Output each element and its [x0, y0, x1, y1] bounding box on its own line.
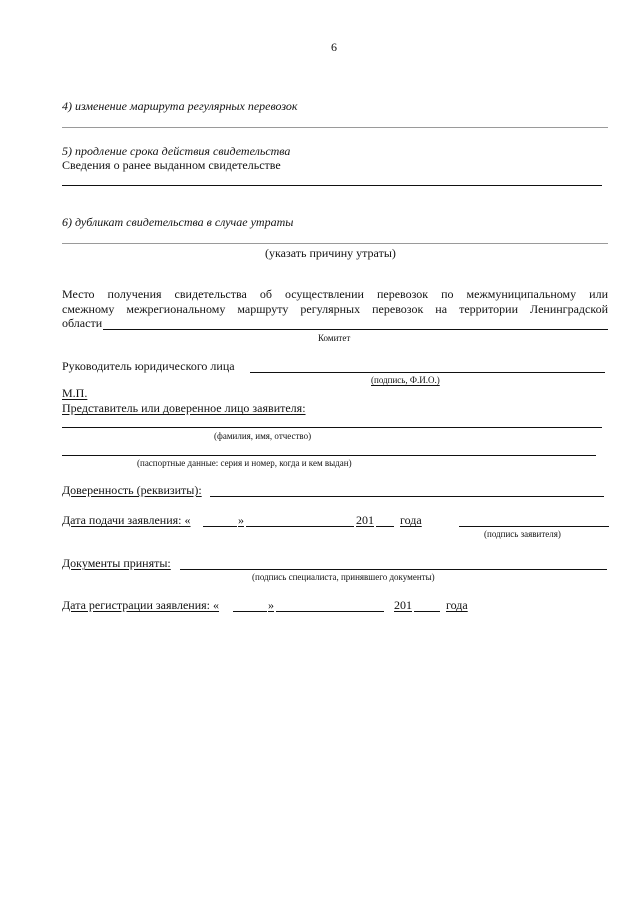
- place-fill-line: [103, 329, 608, 330]
- submission-close-quote: »: [238, 513, 244, 527]
- registration-month-line: [276, 611, 384, 612]
- submission-year-line: [376, 526, 394, 527]
- head-fill-line: [250, 372, 605, 373]
- place-line-3-label: области: [62, 316, 103, 330]
- item-4-line: [62, 127, 608, 128]
- representative-passport-line: [62, 455, 596, 456]
- documents-hint: (подпись специалиста, принявшего документы): [252, 572, 435, 582]
- item-6-hint: (указать причину утраты): [265, 246, 396, 260]
- head-hint: (подпись, Ф.И.О.): [371, 375, 440, 385]
- item-5-sub: Сведения о ранее выданном свидетельстве: [62, 158, 281, 172]
- proxy-label: Доверенность (реквизиты):: [62, 483, 202, 497]
- submission-hint: (подпись заявителя): [484, 529, 561, 539]
- submission-year: 201: [356, 513, 374, 527]
- documents-fill-line: [180, 569, 607, 570]
- page-number: 6: [331, 40, 337, 54]
- documents-label: Документы приняты:: [62, 556, 171, 570]
- item-6-label: 6) дубликат свидетельства в случае утраты: [62, 215, 294, 229]
- place-line-2: смежному межрегиональному маршруту регулярных перевозок на территории Ленинградской: [62, 302, 608, 316]
- representative-label: Представитель или доверенное лицо заявителя:: [62, 401, 306, 415]
- item-6-line: [62, 243, 608, 244]
- submission-month-line: [246, 526, 354, 527]
- submission-label: Дата подачи заявления: «: [62, 513, 191, 527]
- proxy-fill-line: [210, 496, 604, 497]
- representative-passport-hint: (паспортные данные: серия и номер, когда и кем выдан): [137, 458, 352, 468]
- representative-fio-line: [62, 427, 602, 428]
- place-line-1: Место получения свидетельства об осуществлении перевозок по межмуниципальному или: [62, 287, 608, 301]
- registration-year: 201: [394, 598, 412, 612]
- representative-fio-hint: (фамилия, имя, отчество): [214, 431, 312, 441]
- registration-day-line: [233, 611, 267, 612]
- place-hint: Комитет: [318, 333, 351, 343]
- submission-signature-line: [459, 526, 609, 527]
- item-5-label: 5) продление срока действия свидетельства: [62, 144, 291, 158]
- submission-day-line: [203, 526, 237, 527]
- item-5-line: [62, 185, 602, 186]
- submission-year-word: года: [400, 513, 422, 527]
- registration-label: Дата регистрации заявления: «: [62, 598, 220, 612]
- item-4-label: 4) изменение маршрута регулярных перевозок: [62, 99, 298, 113]
- registration-year-word: года: [446, 598, 468, 612]
- registration-close-quote: »: [268, 598, 274, 612]
- head-label: Руководитель юридического лица: [62, 359, 235, 373]
- registration-year-line: [414, 611, 440, 612]
- mp-label: М.П.: [62, 386, 88, 400]
